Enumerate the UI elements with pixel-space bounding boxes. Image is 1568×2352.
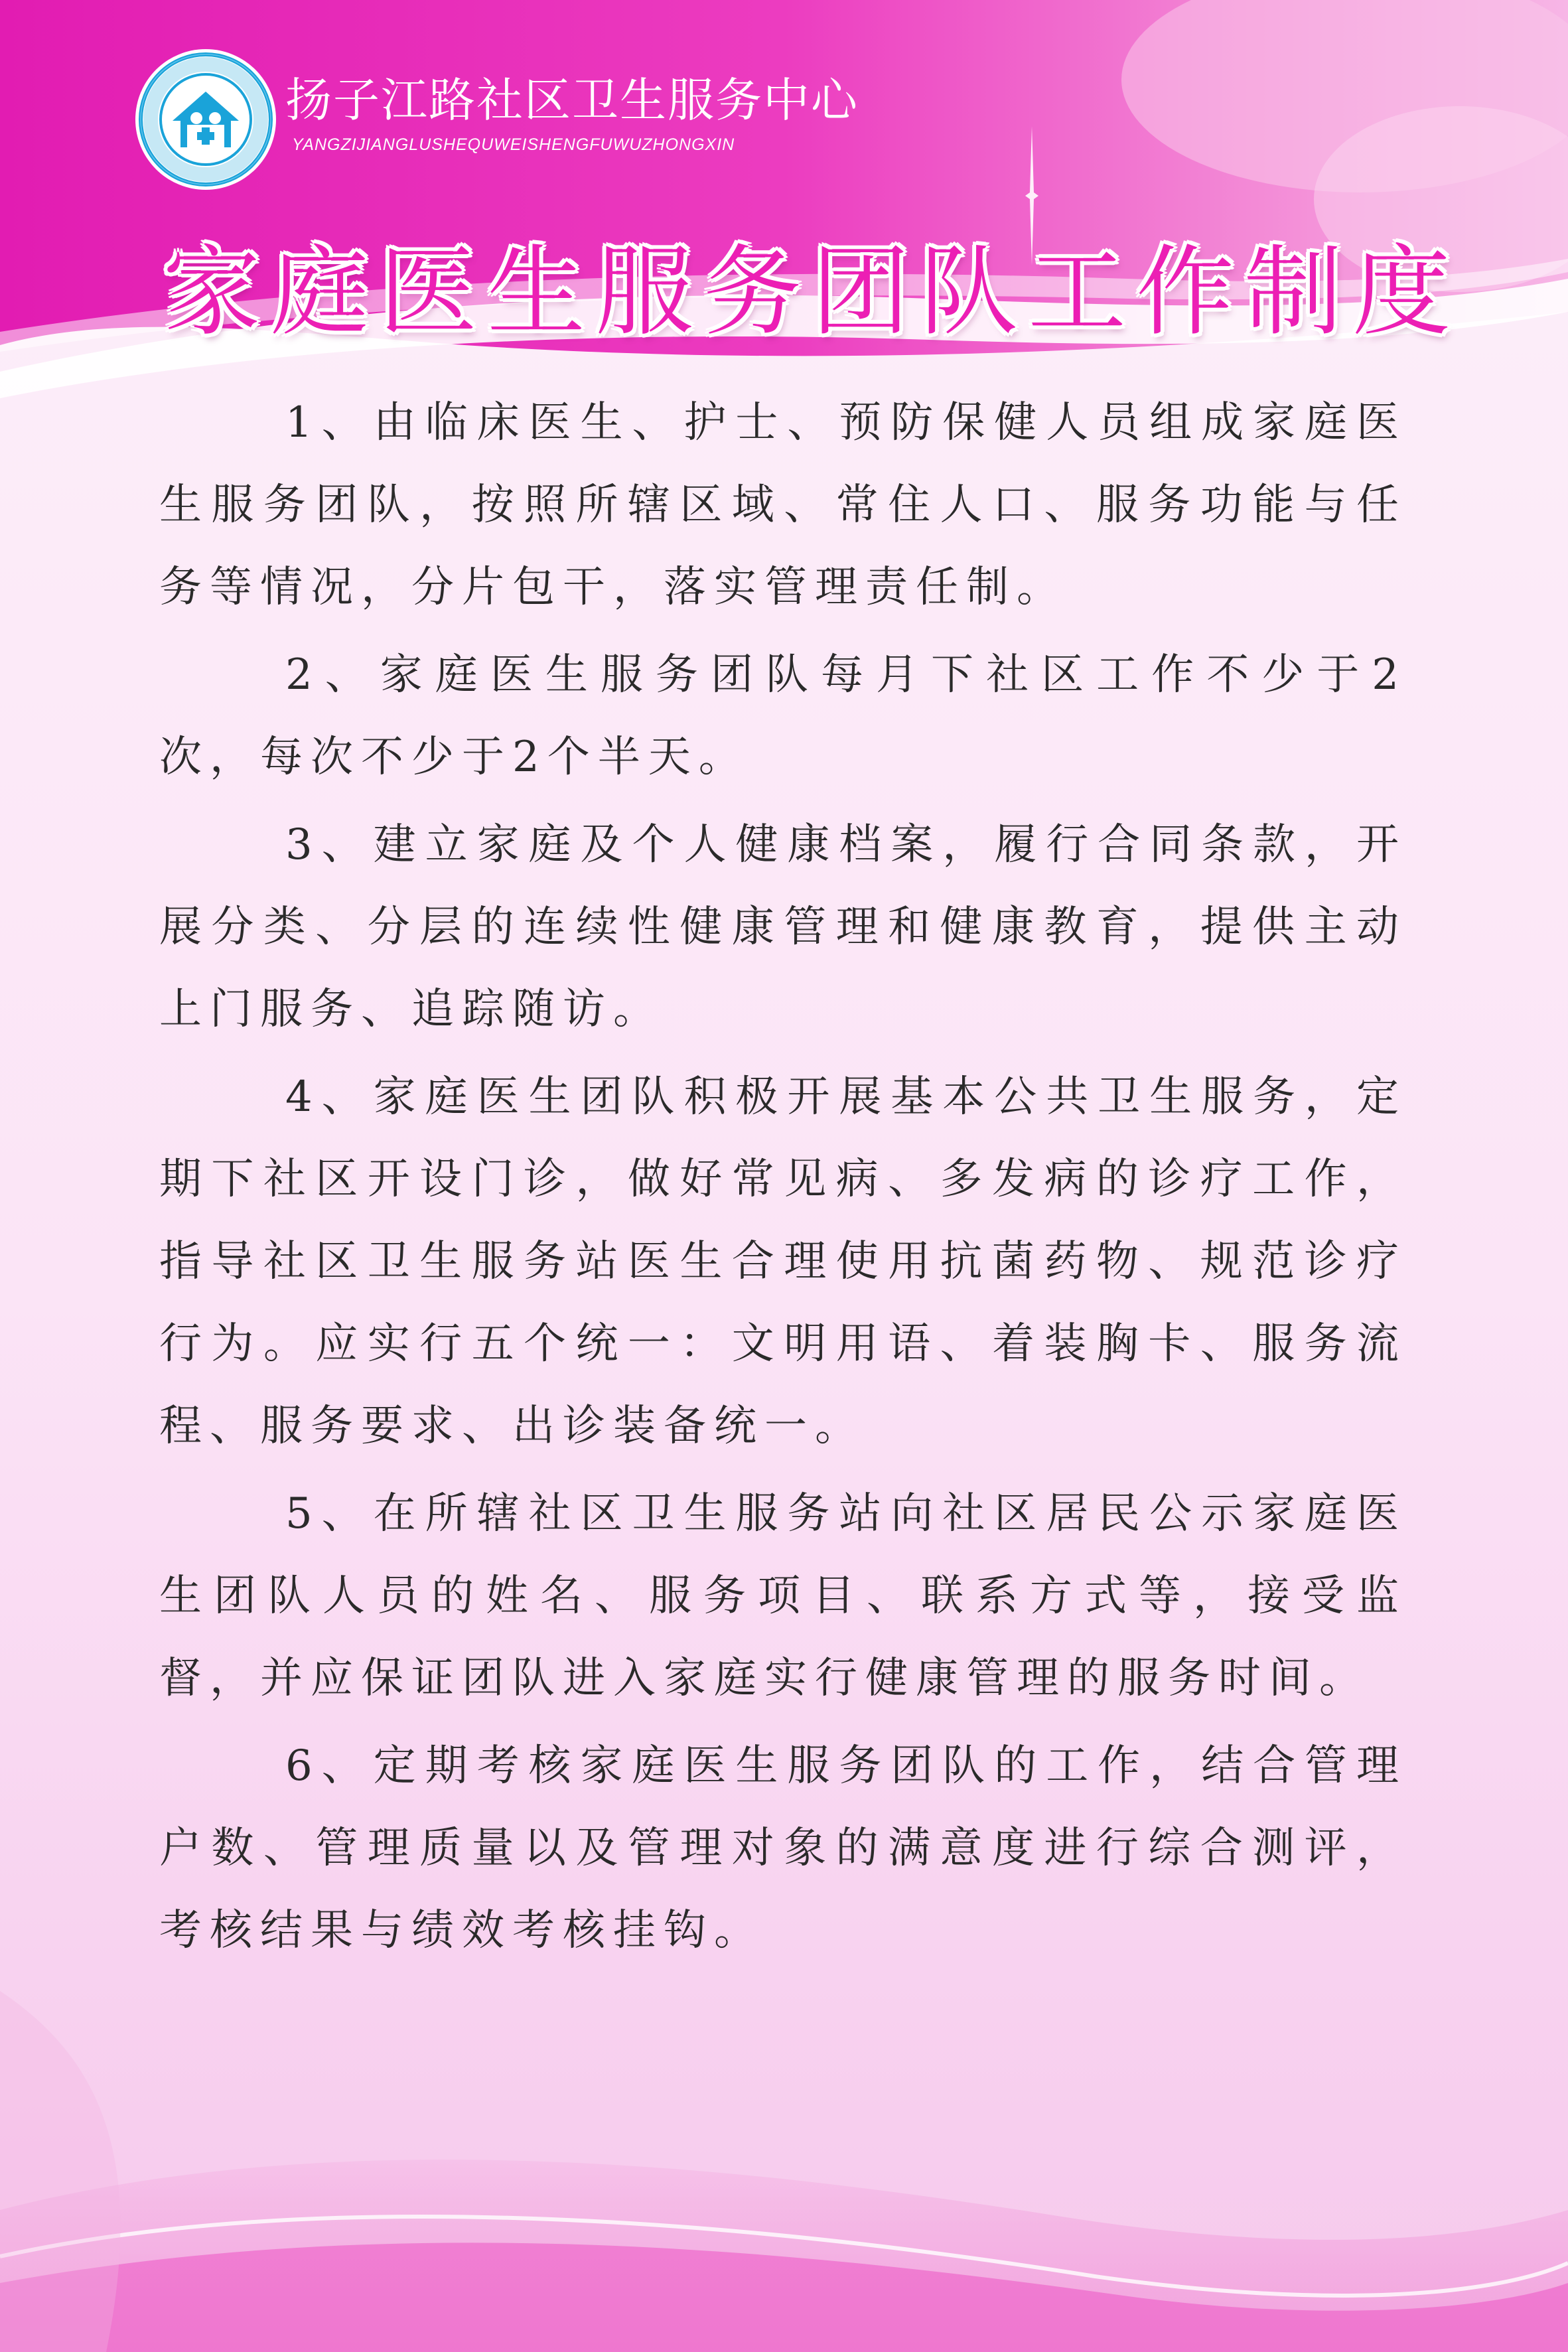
rule-paragraph-1: 1、由临床医生、护士、预防保健人员组成家庭医生服务团队，按照所辖区域、常住人口、服务功能与任务等情况，分片包干，落实管理责任制。 — [159, 398, 1407, 612]
rule-paragraph-3: 3、建立家庭及个人健康档案，履行合同条款，开展分类、分层的连续性健康管理和健康教育，提供主动上门服务、追踪随访。 — [159, 820, 1407, 1034]
rule-paragraph-2: 2、家庭医生服务团队每月下社区工作不少于2次，每次不少于2个半天。 — [159, 650, 1407, 782]
organization-pinyin: YANGZIJIANGLUSHEQUWEISHENGFUWUZHONGXIN — [292, 135, 735, 154]
page-title: 家庭医生服务团队工作制度 — [163, 235, 1461, 349]
rules-content — [159, 382, 1407, 1977]
rule-paragraph-4: 4、家庭医生团队积极开展基本公共卫生服务，定期下社区开设门诊，做好常见病、多发病的诊疗工作，指导社区卫生服务站医生合理使用抗菌药物、规范诊疗行为。应实行五个统一：文明用语、着装胸卡、服务流程、服务要求、出诊装备统一。 — [159, 1072, 1407, 1451]
rule-paragraph-5: 5、在所辖社区卫生服务站向社区居民公示家庭医生团队人员的姓名、服务项目、联系方式等，接受监督，并应保证团队进入家庭实行健康管理的服务时间。 — [159, 1489, 1407, 1703]
logo-emblem-icon — [133, 46, 279, 192]
rule-paragraph-6: 6、定期考核家庭医生服务团队的工作，结合管理户数、管理质量以及管理对象的满意度进行综合测评，考核结果与绩效考核挂钩。 — [159, 1741, 1407, 1955]
header — [0, 0, 1568, 349]
organization-name: 扬子江路社区卫生服务中心 — [285, 73, 859, 127]
